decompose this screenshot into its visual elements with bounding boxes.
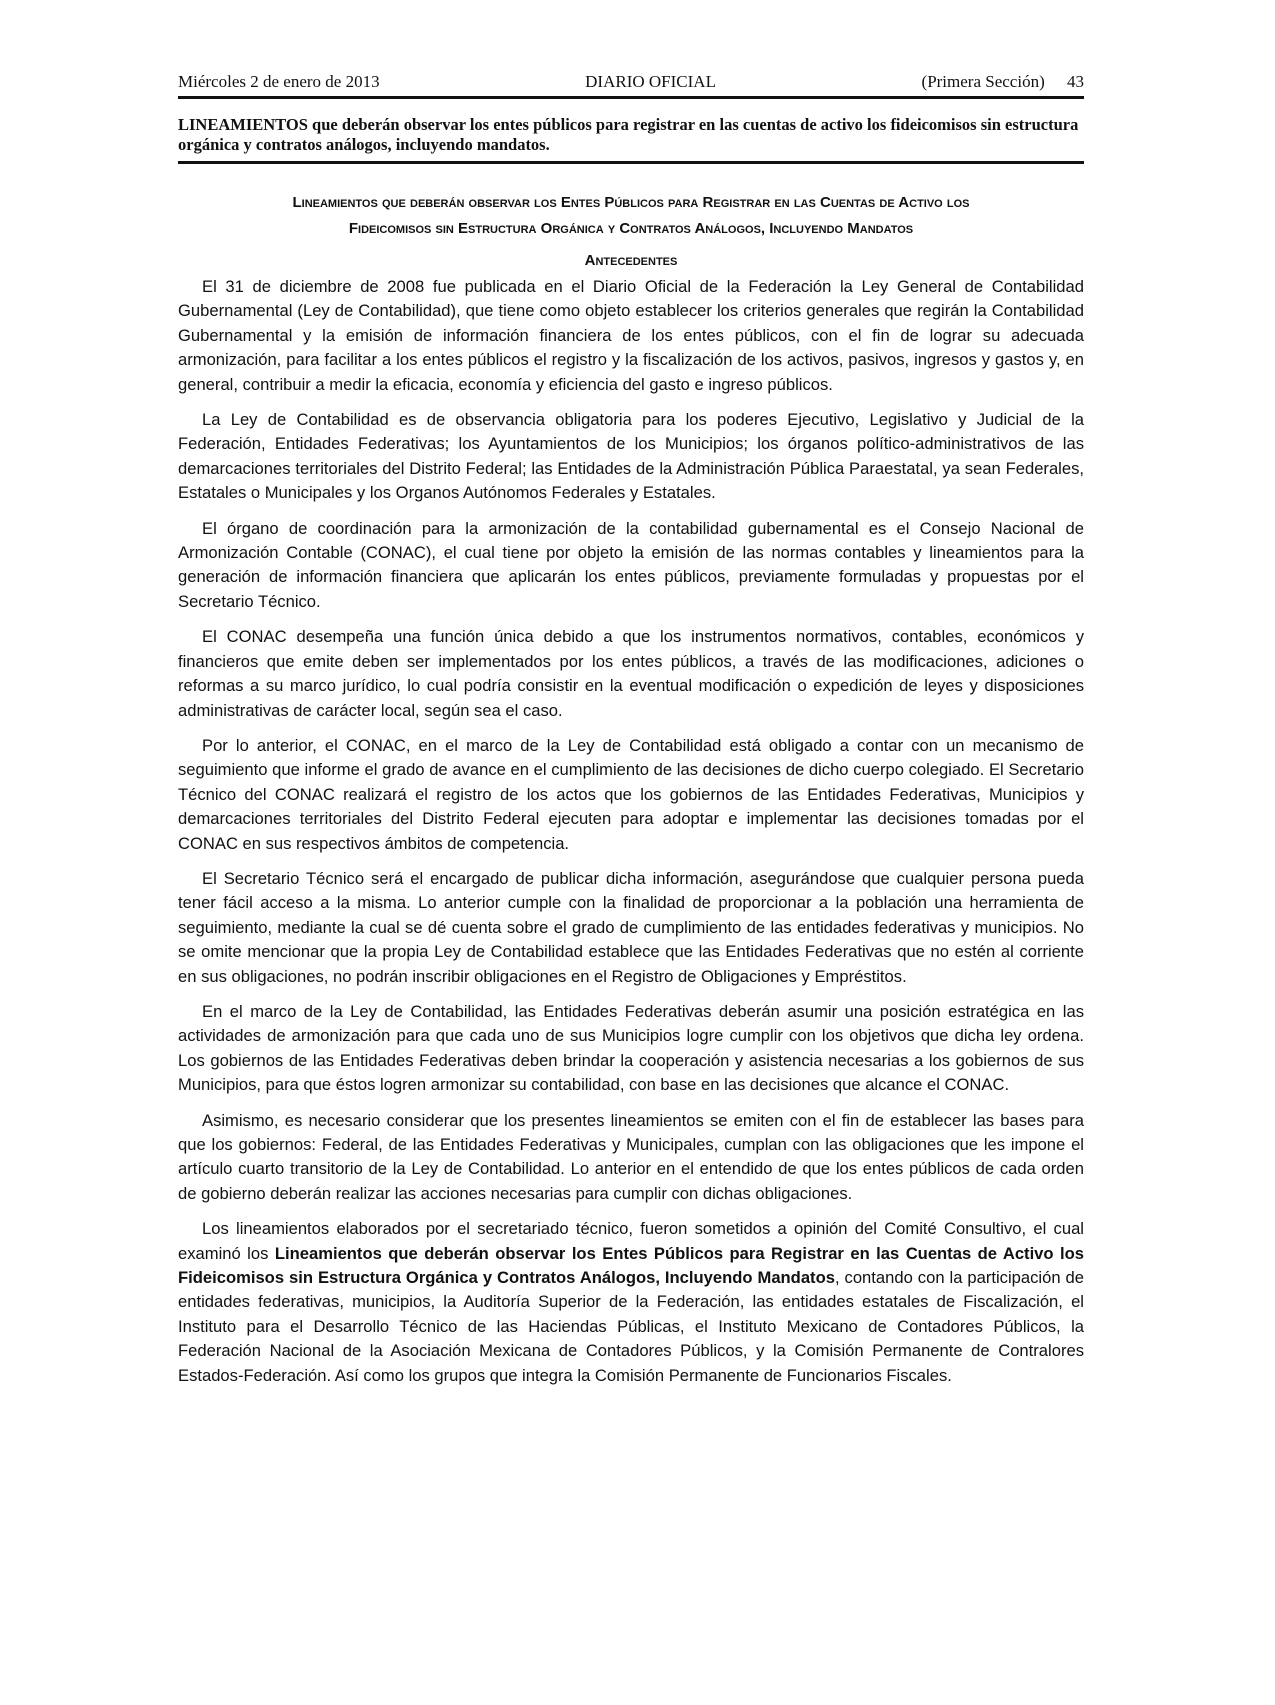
section-heading-lead: LINEAMIENTOS bbox=[178, 115, 308, 134]
section-heading-rest: que deberán observar los entes públicos para registrar en las cuentas de activo los fideicomisos sin estructura orgánica y contratos análogos, incluyendo mandatos. bbox=[178, 115, 1079, 154]
paragraph-last bbox=[178, 1217, 1084, 1388]
paragraph: El 31 de diciembre de 2008 fue publicada en el Diario Oficial de la Federación la Ley General de Contabilidad Gubernamental (Ley de Contabilidad), que tiene como objeto establecer los criterios generales que regirán la Contabilidad Gubernamental y la emisión de información financiera de los entes públicos, con el fin de lograr su adecuada armonización, para facilitar a los entes públicos el registro y la fiscalización de los activos, pasivos, ingresos y gastos y, en general, contribuir a medir la eficacia, economía y eficiencia del gasto e ingreso públicos. bbox=[178, 277, 1084, 394]
running-header bbox=[178, 72, 1084, 99]
body-text bbox=[178, 275, 1084, 1388]
header-publication: DIARIO OFICIAL bbox=[585, 72, 716, 91]
document-page bbox=[178, 72, 1084, 1399]
paragraph: Por lo anterior, el CONAC, en el marco de la Ley de Contabilidad está obligado a contar con un mecanismo de seguimiento que informe el grado de avance en el cumplimiento de las decisiones de dicho cuerpo colegiado. El Secretario Técnico del CONAC realizará el registro de los actos que los gobiernos de las Entidades Federativas, Municipios y demarcaciones territoriales del Distrito Federal ejecuten para adoptar e implementar las decisiones tomadas por el CONAC en sus respectivos ámbitos de competencia. bbox=[178, 735, 1084, 853]
paragraph: En el marco de la Ley de Contabilidad, las Entidades Federativas deberán asumir una posición estratégica en las actividades de armonización para que cada uno de sus Municipios logre cumplir con los objetivos que dicha ley ordena. Los gobiernos de las Entidades Federativas deben brindar la cooperación y asistencia necesarias a los gobiernos de sus Municipios, para que éstos logren armonizar su contabilidad, con base en las decisiones que alcance el CONAC. bbox=[178, 1001, 1084, 1095]
paragraph: La Ley de Contabilidad es de observancia obligatoria para los poderes Ejecutivo, Legislativo y Judicial de la Federación, Entidades Federativas; los Ayuntamientos de los Municipios; los órganos político-administrativos de las demarcaciones territoriales del Distrito Federal; las Entidades de la Administración Pública Paraestatal, ya sean Federales, Estatales o Municipales y los Organos Autónomos Federales y Estatales. bbox=[178, 410, 1084, 503]
document-title bbox=[178, 190, 1084, 242]
section-subtitle: Antecedentes bbox=[584, 252, 678, 269]
paragraph-last-before: Los lineamientos elaborados por el secretariado técnico, fueron sometidos a opinión del Comité Consultivo, el cual examinó los bbox=[178, 1219, 1084, 1263]
paragraph-last-after: , contando con la participación de entidades federativas, municipios, la Auditoría Superior de la Federación, las entidades estatales de Fiscalización, el Instituto para el Desarrollo Técnico de las Haciendas Públicas, el Instituto Mexicano de Contadores Públicos, la Federación Nacional de la Asociación Mexicana de Contadores Públicos, y la Comisión Permanente de Contralores Estados-Federación. Así como los grupos que integra la Comisión Permanente de Funcionarios Fiscales. bbox=[178, 1268, 1084, 1385]
paragraph: El Secretario Técnico será el encargado de publicar dicha información, asegurándose que cualquier persona pueda tener fácil acceso a la misma. Lo anterior cumple con la finalidad de proporcionar a la población una herramienta de seguimiento, mediante la cual se dé cuenta sobre el grado de cumplimiento de las entidades federativas y municipios. No se omite mencionar que la propia Ley de Contabilidad establece que las Entidades Federativas que no estén al corriente en sus obligaciones, no podrán inscribir obligaciones en el Registro de Obligaciones y Empréstitos. bbox=[178, 868, 1084, 986]
paragraph-last-bold: Lineamientos que deberán observar los Entes Públicos para Registrar en las Cuentas de Activo los Fideicomisos sin Estructura Orgánica y Contratos Análogos, Incluyendo Mandatos bbox=[178, 1243, 1084, 1288]
header-section: (Primera Sección) bbox=[921, 72, 1045, 91]
page-number: 43 bbox=[1066, 72, 1084, 91]
document-title-line-2: Fideicomisos sin Estructura Orgánica y Contratos Análogos, Incluyendo Mandatos bbox=[348, 220, 914, 237]
paragraph: El órgano de coordinación para la armonización de la contabilidad gubernamental es el Consejo Nacional de Armonización Contable (CONAC), el cual tiene por objeto la emisión de las normas contables y lineamientos para la generación de información financiera que aplicarán los entes públicos, previamente formuladas y propuestas por el Secretario Técnico. bbox=[178, 518, 1084, 611]
paragraph: Asimismo, es necesario considerar que los presentes lineamientos se emiten con el fin de establecer las bases para que los gobiernos: Federal, de las Entidades Federativas y Municipales, cumplan con las obligaciones que les impone el artículo cuarto transitorio de la Ley de Contabilidad. Lo anterior en el entendido de que los entes públicos de cada orden de gobierno deberán realizar las acciones necesarias para cumplir con dichas obligaciones. bbox=[178, 1110, 1084, 1203]
document-title-line-1: Lineamientos que deberán observar los Entes Públicos para Registrar en las Cuentas de Activo los bbox=[292, 194, 970, 211]
paragraph: El CONAC desempeña una función única debido a que los instrumentos normativos, contables, económicos y financieros que emite deben ser implementados por los entes públicos, a través de las modificaciones, adiciones o reformas a su marco jurídico, lo cual podría consistir en la eventual modificación o expedición de leyes y disposiciones administrativas de carácter local, según sea el caso. bbox=[178, 627, 1084, 720]
header-date: Miércoles 2 de enero de 2013 bbox=[178, 72, 380, 91]
section-heading bbox=[178, 115, 1084, 164]
header-right bbox=[922, 72, 1084, 92]
